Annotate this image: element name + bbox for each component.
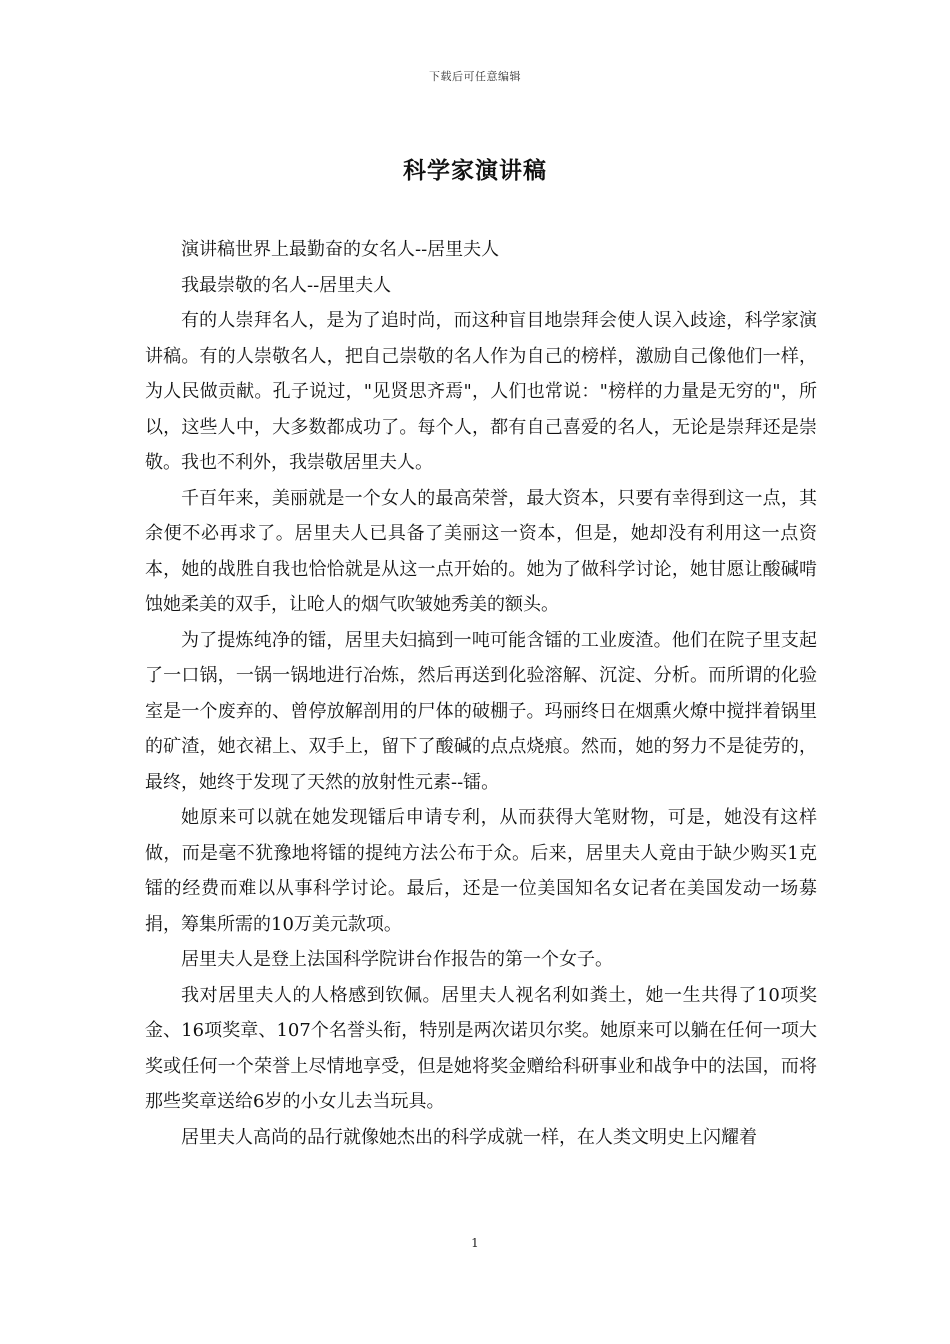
- paragraph: 有的人崇拜名人，是为了追时尚，而这种盲目地崇拜会使人误入歧途，科学家演讲稿。有的人崇敬名人，把自己崇敬的名人作为自己的榜样，激励自己像他们一样，为人民做贡献。孔子说过，"见贤思齐焉"，人们也常说："榜样的力量是无穷的"，所以，这些人中，大多数都成功了。每个人，都有自己喜爱的名人，无论是崇拜还是崇敬。我也不利外，我崇敬居里夫人。: [145, 310, 817, 473]
- paragraph: 我对居里夫人的人格感到钦佩。居里夫人视名利如粪土，她一生共得了10项奖金、16项奖章、107个名誉头衔，特别是两次诺贝尔奖。她原来可以躺在任何一项大奖或任何一个荣誉上尽情地享受，但是她将奖金赠给科研事业和战争中的法国，而将那些奖章送给6岁的小女儿去当玩具。: [145, 984, 817, 1112]
- header-note: 下载后可任意编辑: [429, 70, 521, 83]
- page-number: 1: [471, 1236, 479, 1250]
- paragraph: 为了提炼纯净的镭，居里夫妇搞到一吨可能含镭的工业废渣。他们在院子里支起了一口锅，一锅一锅地进行冶炼，然后再送到化验溶解、沉淀、分析。而所谓的化验室是一个废弃的、曾停放解剖用的尸体的破棚子。玛丽终日在烟熏火燎中搅拌着锅里的矿渣，她衣裙上、双手上，留下了酸碱的点点烧痕。然而，她的努力不是徒劳的，最终，她终于发现了天然的放射性元素--镭。: [145, 629, 817, 793]
- paragraph-heading: 我最崇敬的名人--居里夫人: [181, 274, 392, 296]
- document-title: 科学家演讲稿: [403, 158, 547, 184]
- document-body: [145, 232, 817, 1155]
- paragraph: 她原来可以就在她发现镭后申请专利，从而获得大笔财物，可是，她没有这样做，而是毫不犹豫地将镭的提纯方法公布于众。后来，居里夫人竟由于缺少购买1克镭的经费而难以从事科学讨论。最后，还是一位美国知名女记者在美国发动一场募捐，筹集所需的10万美元款项。: [145, 807, 817, 935]
- paragraph: 居里夫人是登上法国科学院讲台作报告的第一个女子。: [181, 949, 613, 970]
- paragraph: 居里夫人高尚的品行就像她杰出的科学成就一样，在人类文明史上闪耀着: [181, 1126, 757, 1148]
- paragraph-subtitle: 演讲稿世界上最勤奋的女名人--居里夫人: [181, 239, 500, 260]
- paragraph: 千百年来，美丽就是一个女人的最高荣誉，最大资本，只要有幸得到这一点，其余便不必再求了。居里夫人已具备了美丽这一资本，但是，她却没有利用这一点资本，她的战胜自我也恰恰就是从这一点开始的。她为了做科学讨论，她甘愿让酸碱啃蚀她柔美的双手，让呛人的烟气吹皱她秀美的额头。: [145, 487, 817, 615]
